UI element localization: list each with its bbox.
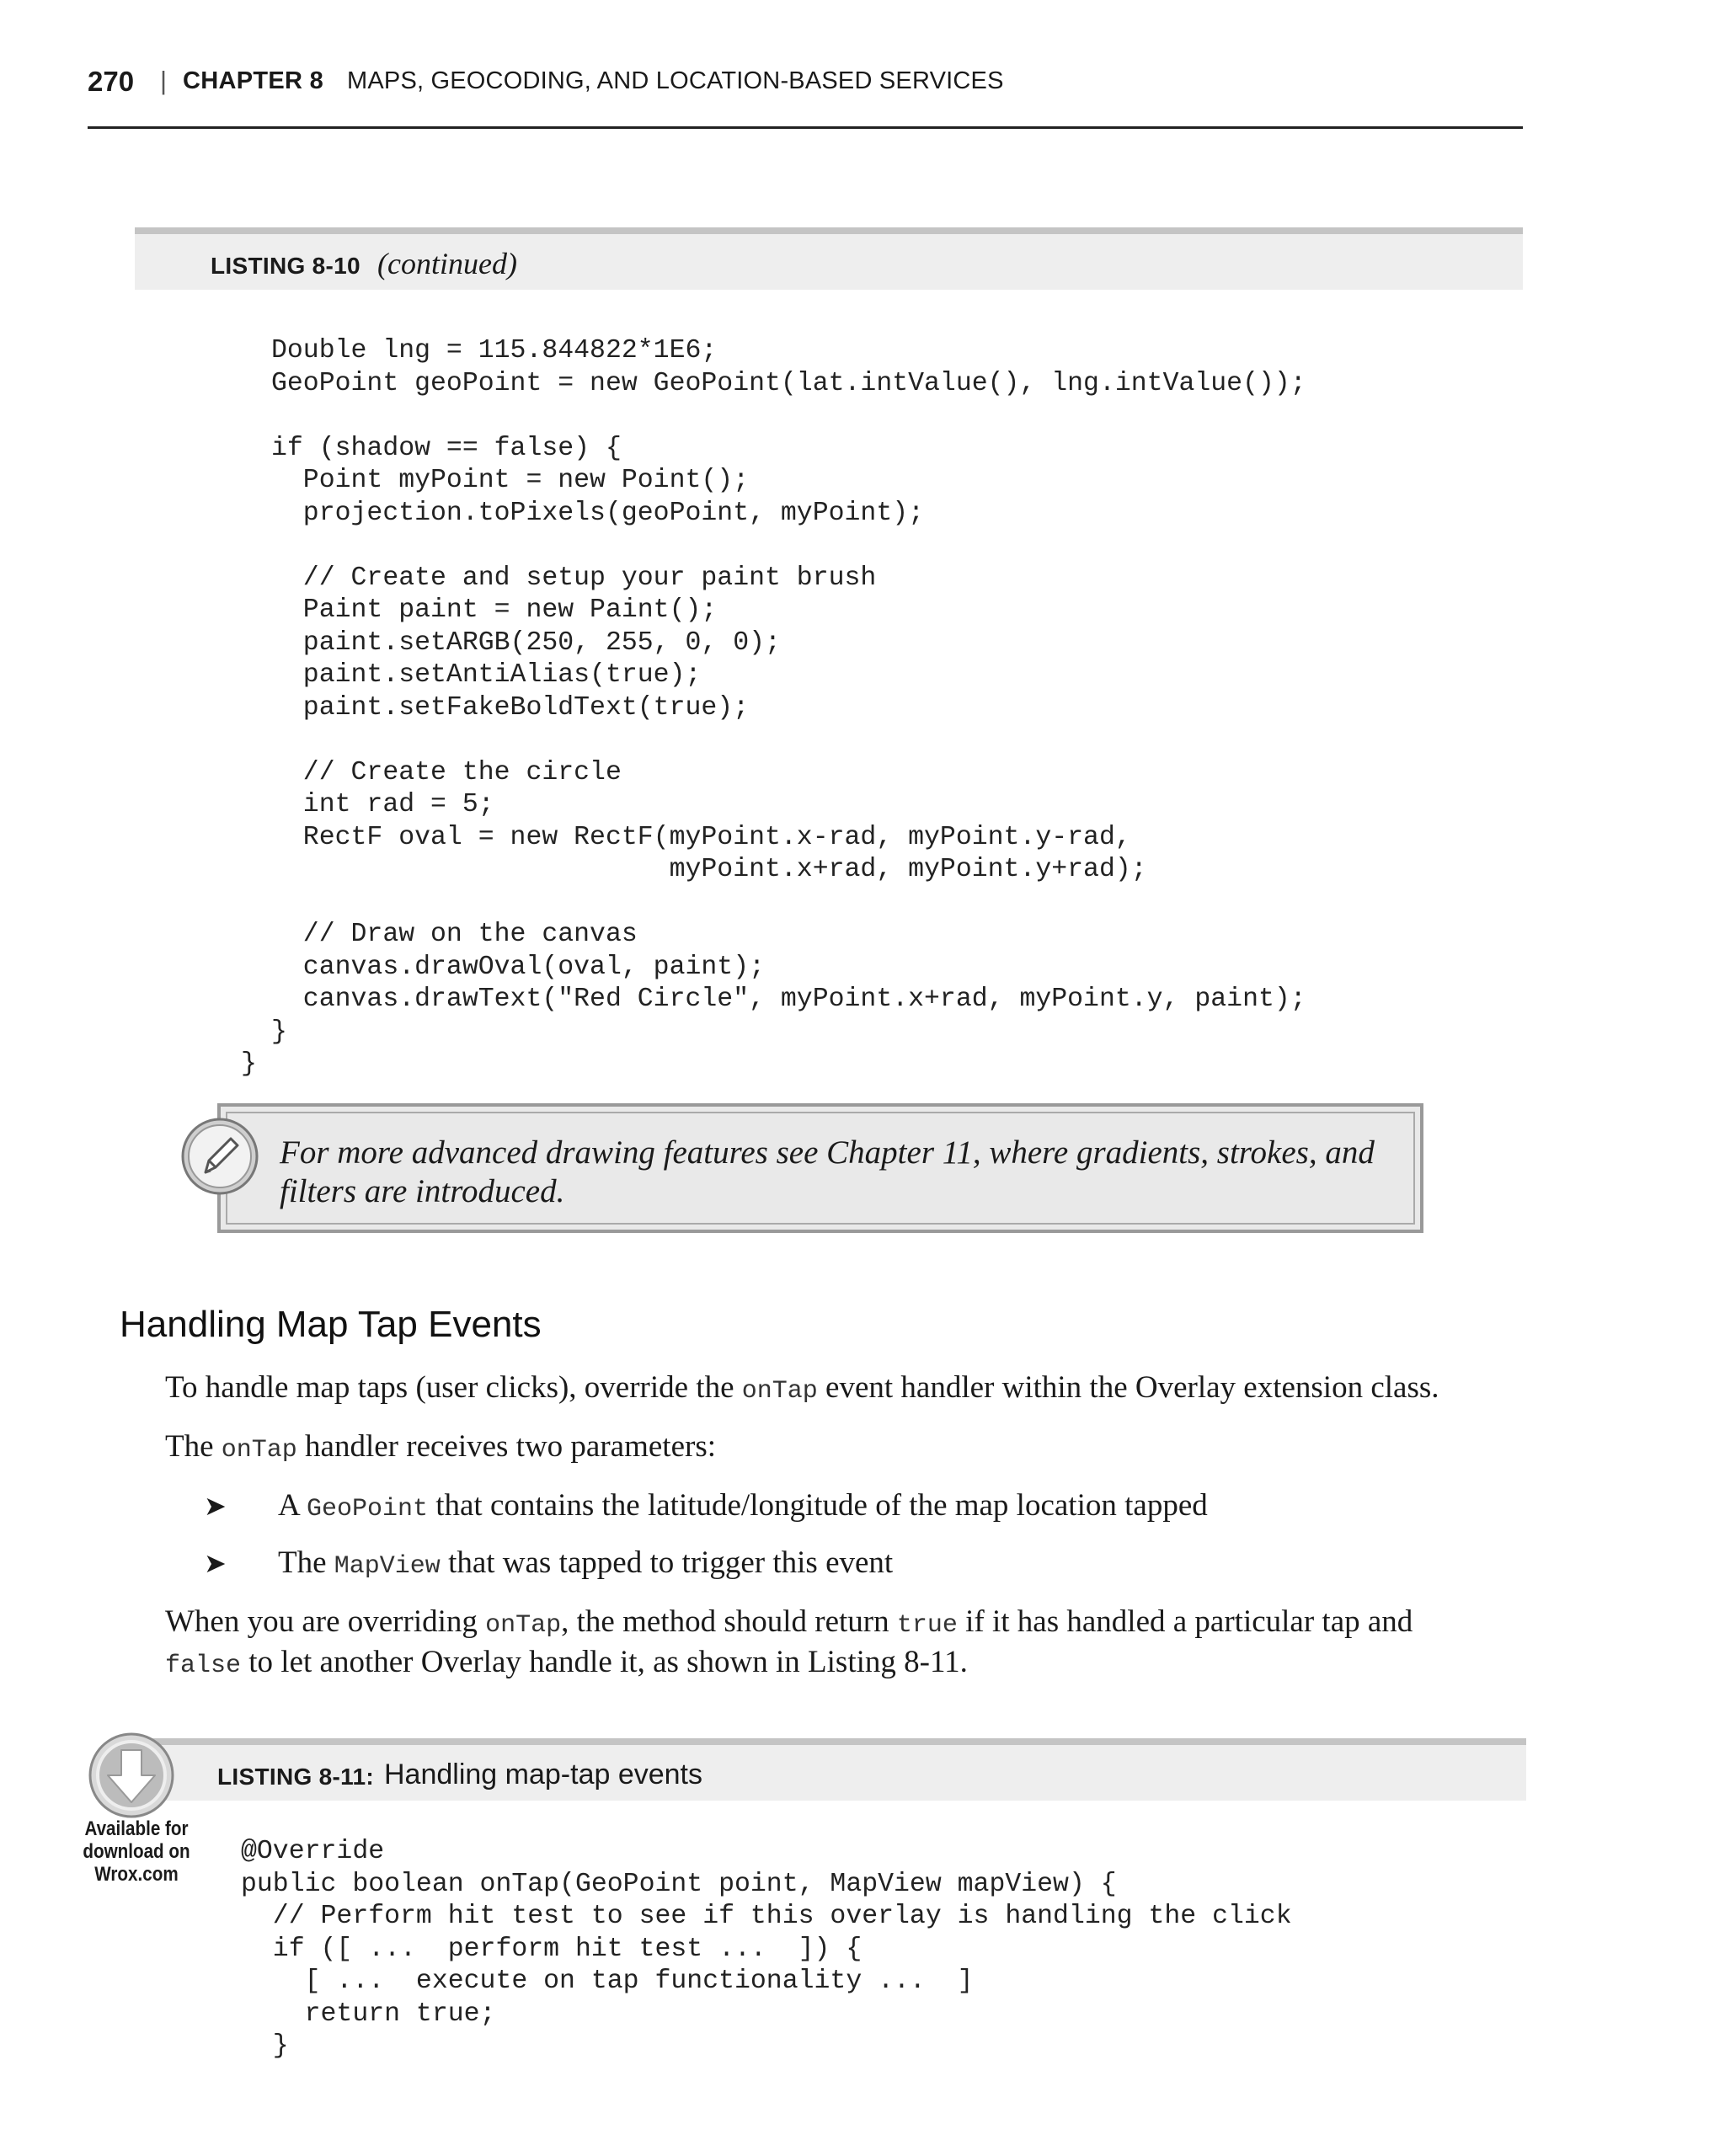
bullet-1-text-a: A [278, 1488, 307, 1523]
bullet-1 [204, 1486, 1208, 1526]
p3-text-c: if it has handled a particular tap and [957, 1604, 1413, 1639]
bullet-1-text-b: that contains the latitude/longitude of the map location tapped [427, 1488, 1208, 1523]
download-caption-line-3: Wrox.com [94, 1863, 179, 1886]
bullet-1-code: GeoPoint [306, 1495, 428, 1524]
p2-code: onTap [221, 1436, 297, 1465]
p3-code-1: onTap [485, 1611, 562, 1640]
listing-8-11-code: @Override public boolean onTap(GeoPoint point, MapView mapView) { // Perform hit test to see if this overlay is handling the click if ([ ... perform hit test ... ]) { [ ... execute on tap functionality ... ] return true; } [241, 1837, 1292, 2061]
header-rule [88, 126, 1523, 129]
download-caption [78, 1817, 195, 1886]
chapter-title: MAPS, GEOCODING, AND LOCATION-BASED SERVICES [347, 67, 1004, 94]
bullet-2-text-a: The [278, 1545, 334, 1580]
bullet-arrow-icon: ➤ [204, 1491, 227, 1521]
page-number: 270 [88, 66, 135, 97]
header-separator: | [160, 66, 168, 95]
paragraph-3-line-2 [165, 1642, 968, 1686]
bullet-1-text [278, 1486, 1208, 1529]
listing-title: Handling map-tap events [384, 1758, 703, 1790]
section-heading: Handling Map Tap Events [120, 1304, 542, 1345]
download-caption-line-1: Available for [84, 1817, 189, 1840]
listing-label: LISTING 8-11: [217, 1764, 374, 1790]
listing-8-11-header [135, 1738, 1526, 1801]
bullet-2-text [278, 1543, 893, 1587]
listing-continued: (continued) [377, 247, 517, 280]
p3-text-a: When you are overriding [165, 1604, 486, 1639]
paragraph-2 [165, 1427, 716, 1470]
p3-text-d: to let another Overlay handle it, as shown in Listing 8-11. [241, 1645, 968, 1679]
listing-8-10-header [135, 227, 1523, 290]
listing-8-10-code: Double lng = 115.844822*1E6; GeoPoint geoPoint = new GeoPoint(lat.intValue(), lng.intValue()); if (shadow == false) { Point myPoint = new Point(); projection.toPixels(geoPoint, myPoint); // Create and setup your paint brush Paint paint = new Paint(); paint.setARGB(250, 255, 0, 0); paint.setAntiAlias(true); paint.setFakeBoldText(true); // Create the circle int rad = 5; RectF oval = new RectF(myPoint.x-rad, myPoint.y-rad, myPoint.x+rad, myPoint.y+rad); // Draw on the canvas canvas.drawOval(oval, paint); canvas.drawText("Red Circle", myPoint.x+rad, myPoint.y, paint); } [271, 336, 1306, 1047]
p3-code-3: false [165, 1652, 242, 1680]
bullet-arrow-icon: ➤ [204, 1548, 227, 1578]
pencil-icon [180, 1117, 259, 1196]
p1-text-b: event handler within the Overlay extension class. [817, 1370, 1439, 1405]
p1-code: onTap [741, 1377, 818, 1406]
bullet-2 [204, 1543, 894, 1583]
bullet-2-code: MapView [334, 1552, 441, 1581]
download-caption-line-2: download on [83, 1840, 190, 1863]
download-icon [88, 1732, 175, 1819]
note-box [217, 1103, 1423, 1233]
p3-code-2: true [896, 1611, 958, 1640]
p1-text-a: To handle map taps (user clicks), override the [165, 1370, 742, 1405]
paragraph-3-line-1 [165, 1602, 1413, 1646]
chapter-label: CHAPTER 8 [183, 67, 324, 94]
p2-text-a: The [165, 1429, 222, 1464]
note-text: For more advanced drawing features see Chapter 11, where gradients, strokes, and filters are introduced. [280, 1134, 1375, 1209]
p2-text-b: handler receives two parameters: [296, 1429, 717, 1464]
paragraph-1 [165, 1368, 1439, 1412]
bullet-2-text-b: that was tapped to trigger this event [440, 1545, 894, 1580]
listing-label: LISTING 8-10 [211, 253, 360, 279]
p3-text-b: , the method should return [561, 1604, 897, 1639]
listing-8-10-closing-brace: } [241, 1049, 257, 1079]
running-header [88, 66, 1523, 125]
